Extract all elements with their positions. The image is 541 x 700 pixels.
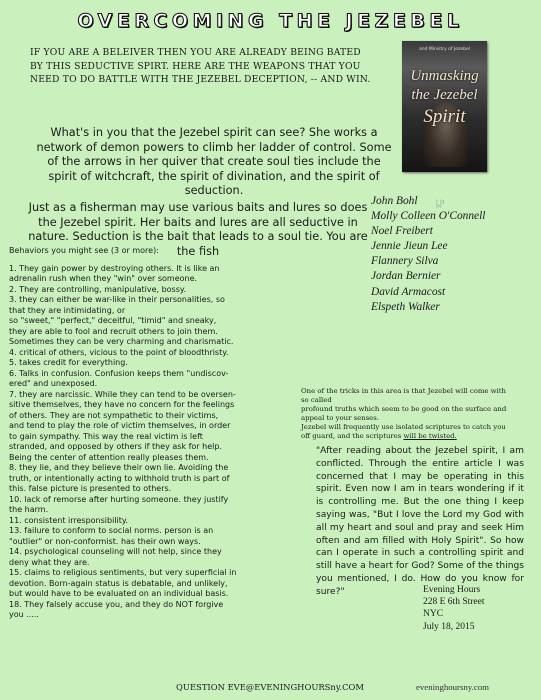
tricks-underlined-text: will be twisted. bbox=[403, 432, 457, 441]
behavior-line: ered" and unexposed. bbox=[9, 379, 98, 388]
behavior-line: 18. They falsely accuse you, and they do NOT forgive bbox=[9, 599, 224, 609]
behavior-line: adrenalin rush when they "win" over someone. bbox=[9, 274, 198, 283]
behavior-line: you ..... bbox=[9, 610, 39, 619]
behaviors-section bbox=[9, 246, 299, 621]
name-item: Jordan Bernier bbox=[371, 270, 441, 283]
intro-line: IF YOU ARE A BELEIVER THEN YOU ARE ALREADY BEING BATED bbox=[30, 47, 361, 58]
behavior-line: 11. consistent irresponsibility. bbox=[9, 515, 129, 525]
intro-line: BY THIS SEDUCTIVE SPIRT. HERE ARE THE WEAPONS THAT YOU bbox=[30, 60, 361, 72]
book-title-line: Unmasking bbox=[410, 68, 479, 84]
behavior-line: so "sweet," "perfect," deceitful, "timid" and sneaky, bbox=[9, 316, 217, 325]
footer-contact: QUESTION EVE@EVENINGHOURSny.COM bbox=[176, 682, 364, 692]
behavior-line: 5. takes credit for everything. bbox=[9, 358, 128, 367]
venue-city: NYC bbox=[423, 609, 444, 620]
behavior-line: and tend to play the role of victim themselves, in order bbox=[9, 421, 231, 430]
name-item: David Armacost bbox=[371, 285, 446, 298]
book-cover-image bbox=[402, 41, 487, 172]
footer-website: eveninghoursny.com bbox=[416, 682, 489, 692]
venue-street: 228 E 6th Street bbox=[423, 597, 485, 608]
book-title-line: Spirit bbox=[423, 106, 466, 127]
name-item: John Bohl bbox=[371, 195, 418, 207]
behavior-line: 3. they can either be war-like in their personalities, so bbox=[9, 295, 225, 304]
behavior-line: but would have to be evaluated on an individual basis. bbox=[9, 589, 229, 598]
tricks-line-last bbox=[301, 432, 539, 441]
behavior-line: the harm. bbox=[9, 505, 49, 514]
behavior-line: 13. failure to conform to social norms. person is an bbox=[9, 526, 214, 535]
behavior-line: they are able to fool and recruit others to join them. bbox=[9, 326, 218, 336]
behavior-line: deny what they are. bbox=[9, 557, 90, 567]
text-cursor-mark: |,|¹ bbox=[436, 198, 445, 208]
behavior-line: Being the center of attention really pleases them. bbox=[9, 452, 209, 462]
behavior-line: 14. psychological counseling will not help, since they bbox=[9, 547, 222, 556]
tricks-line: One of the tricks in this area is that Jezebel will come with bbox=[301, 387, 506, 395]
behavior-line: sitive themselves, they have no concern for the feelings bbox=[9, 400, 235, 409]
behavior-line: truth, or intentionally acting to withhold truth is part of bbox=[9, 473, 230, 483]
paragraph-baits: Just as a fisherman may use various baits and lures so does the Jezebel spirit. Her baits and lures are all seductive in nature. Seduction is the bait that leads to a soul tie. You are the fish bbox=[28, 201, 368, 258]
behavior-line: that they are intimidating, or bbox=[9, 305, 126, 315]
behaviors-list bbox=[9, 264, 299, 621]
tricks-line: Jezebel will frequently use isolated scriptures to catch you bbox=[301, 423, 506, 432]
intro-line: NEED TO DO BATTLE WITH THE JEZEBEL DECEPTION, -- AND WIN. bbox=[30, 74, 371, 85]
behavior-line: 15. claims to religious sentiments, but very superficial in bbox=[9, 568, 237, 577]
tricks-note bbox=[301, 387, 539, 442]
behavior-line: this. false picture is presented to others. bbox=[9, 484, 172, 493]
paragraph-soul-ties: What's in you that the Jezebel spirit can see? She works a network of demon powers to climb her ladder of control. Some of the arrows in her quiver that create soul ties include the spirit of witchcraft, the spirit of divination, and the spirit of seduction. bbox=[36, 126, 392, 197]
behavior-line: of others. They are not sympathetic to their victims, bbox=[9, 410, 219, 420]
reader-quote: "After reading about the Jezebel spirit, I am conflicted. Through the entire article I was concerned that I may be operating in this spirit. Even now I am in tears wondering if it is controlling me. But the one thing I keep saying was, "But I love the Lord my God with all my heart and soul and pray and seek Him often and am filled with Holy Spirit". So how can I operate in such a controlling spirit and still have a heart for God? Some of the things you mentioned, I do. How do you know for sure?" bbox=[316, 446, 524, 597]
behaviors-heading: Behaviors you might see (3 or more): bbox=[9, 246, 159, 255]
name-item: Molly Colleen O'Connell bbox=[371, 210, 486, 223]
behavior-line: 2. They are controlling, manipulative, bossy. bbox=[9, 284, 187, 294]
behavior-line: 7. they are narcissic. While they can tend to be oversen- bbox=[9, 389, 236, 399]
book-title-line: the Jezebel bbox=[411, 87, 478, 103]
name-item: Elspeth Walker bbox=[371, 300, 440, 313]
behavior-line: devotion. Born-again status is debatable, and unlikely, bbox=[9, 578, 228, 588]
venue-name: Evening Hours bbox=[423, 585, 481, 595]
name-item: Jennie Jieun Lee bbox=[371, 240, 448, 253]
tricks-line: appeal to your senses. bbox=[301, 414, 379, 423]
behavior-line: 6. Talks in confusion. Confusion keeps them "undiscov- bbox=[9, 368, 229, 378]
name-item: Flannery Silva bbox=[371, 255, 439, 268]
behavior-line: Sometimes they can be very charming and charismatic. bbox=[9, 337, 234, 346]
book-subtitle: and Ministry of Jezebel bbox=[418, 47, 471, 52]
tricks-last-text: off guard, and the scriptures bbox=[301, 432, 404, 441]
names-list bbox=[371, 194, 531, 315]
behavior-line: to gain sympathy. This way the real victim is left bbox=[9, 431, 203, 441]
behavior-line: 1. They gain power by destroying others. It is like an bbox=[9, 263, 220, 273]
tricks-line: profound truths which seem to be good on the surface and bbox=[301, 405, 507, 414]
event-date: July 18, 2015 bbox=[423, 621, 475, 632]
behavior-line: 10. lack of remorse after hurting someone. they justify bbox=[9, 494, 229, 504]
behavior-line: "outlier" or non-conformist. has their own ways. bbox=[9, 536, 201, 546]
behavior-line: 8. they lie, and they believe their own lie. Avoiding the bbox=[9, 463, 229, 472]
behavior-line: 4. critical of others, vicious to the point of bloodthristy. bbox=[9, 347, 229, 357]
intro-text bbox=[30, 46, 388, 87]
name-item: Noel Freibert bbox=[371, 225, 433, 238]
address-block bbox=[423, 584, 533, 633]
behavior-line: stranded, and opposed by others if they ask for help. bbox=[9, 442, 222, 451]
page-title: OVERCOMING THE JEZEBEL bbox=[77, 10, 464, 32]
tricks-line: so called bbox=[301, 396, 332, 405]
